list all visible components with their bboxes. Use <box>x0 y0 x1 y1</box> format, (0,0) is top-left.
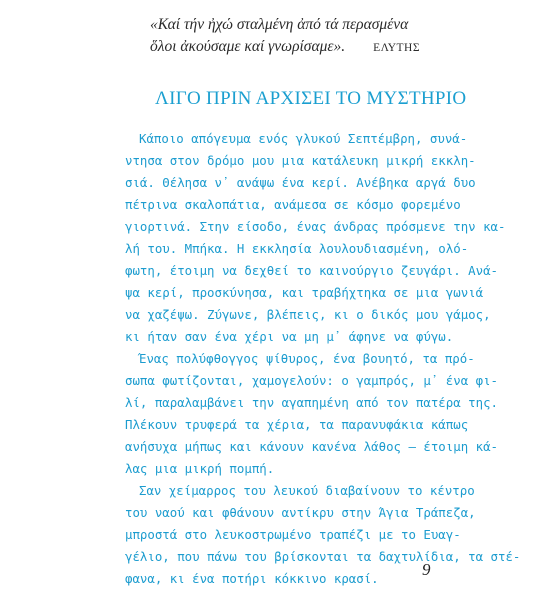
text-line: Σαν χείμαρρος του λευκού διαβαίνουν το κέντρο <box>139 483 475 498</box>
text-line: γιορτινά. Στην είσοδο, ένας άνδρας πρόσμενε την κα- <box>125 219 506 234</box>
epigraph <box>150 14 435 59</box>
text-line: φωτη, έτοιμη να δεχθεί το καινούργιο ζευγάρι. Ανά- <box>125 263 498 278</box>
text-line: πέτρινα σκαλοπάτια, ανάμεσα σε κόσμο φορεμένο <box>125 197 461 212</box>
text-line: Ένας πολύφθογγος ψίθυρος, ένα βουητό, τα πρό- <box>139 351 475 366</box>
text-line: μπροστά στο λευκοστρωμένο τραπέζι με το Ευαγ- <box>125 527 461 542</box>
text-line: Πλέκουν τρυφερά τα χέρια, τα παρανυφάκια κάπως <box>125 417 469 432</box>
text-line: του ναού και φθάνουν αντίκρυ στην Άγια Τράπεζα, <box>125 505 476 520</box>
text-line: ντησα στον δρόμο μου μια κατάλευκη μικρή εκκλη- <box>125 153 476 168</box>
text-line: κι ήταν σαν ένα χέρι να μη μ᾽ άφηνε να φύγω. <box>125 329 454 344</box>
text-line: λί, παραλαμβάνει την αγαπημένη από τον πατέρα της. <box>125 395 498 410</box>
page-number: 9 <box>422 560 431 579</box>
epigraph-line-2 <box>150 36 435 59</box>
text-line: φανα, κι ένα ποτήρι κόκκινο κρασί. <box>125 571 379 586</box>
text-line: σωπα φωτίζονται, χαμογελούν: ο γαμπρός, μ᾽ ένα φι- <box>125 373 498 388</box>
epigraph-line-1: «Καί τήν ἠχώ σταλμένη ἀπό τά περασμένα <box>150 16 409 33</box>
text-line: λή του. Μπήκα. Η εκκλησία λουλουδιασμένη, ολό- <box>125 241 469 256</box>
text-line: Κάποιο απόγευμα ενός γλυκού Σεπτέμβρη, συνά- <box>139 131 468 146</box>
body-text <box>125 128 521 590</box>
text-line: να χαζέψω. Ζύγωνε, βλέπεις, κι ο δικός μου γάμος, <box>125 307 491 322</box>
text-line: γέλιο, που πάνω του βρίσκονται τα δαχτυλίδια, τα στέ- <box>125 549 521 564</box>
text-line: ανήσυχα μήπως και κάνουν κανένα λάθος – έτοιμη κά- <box>125 439 498 454</box>
text-line: λας μια μικρή πομπή. <box>125 461 275 476</box>
epigraph-line-2-text: ὅλοι ἀκούσαμε καί γνωρίσαμε». <box>150 38 346 55</box>
text-line: σιά. Θέλησα ν᾽ ανάψω ένα κερί. Ανέβηκα αργά δυο <box>125 175 476 190</box>
epigraph-author: ΕΛΥΤΗΣ <box>373 42 421 54</box>
text-line: ψα κερί, προσκύνησα, και τραβήχτηκα σε μια γωνιά <box>125 285 484 300</box>
chapter-title: ΛΙΓΟ ΠΡΙΝ ΑΡΧΙΣΕΙ ΤΟ ΜΥΣΤΗΡΙΟ <box>155 88 467 109</box>
